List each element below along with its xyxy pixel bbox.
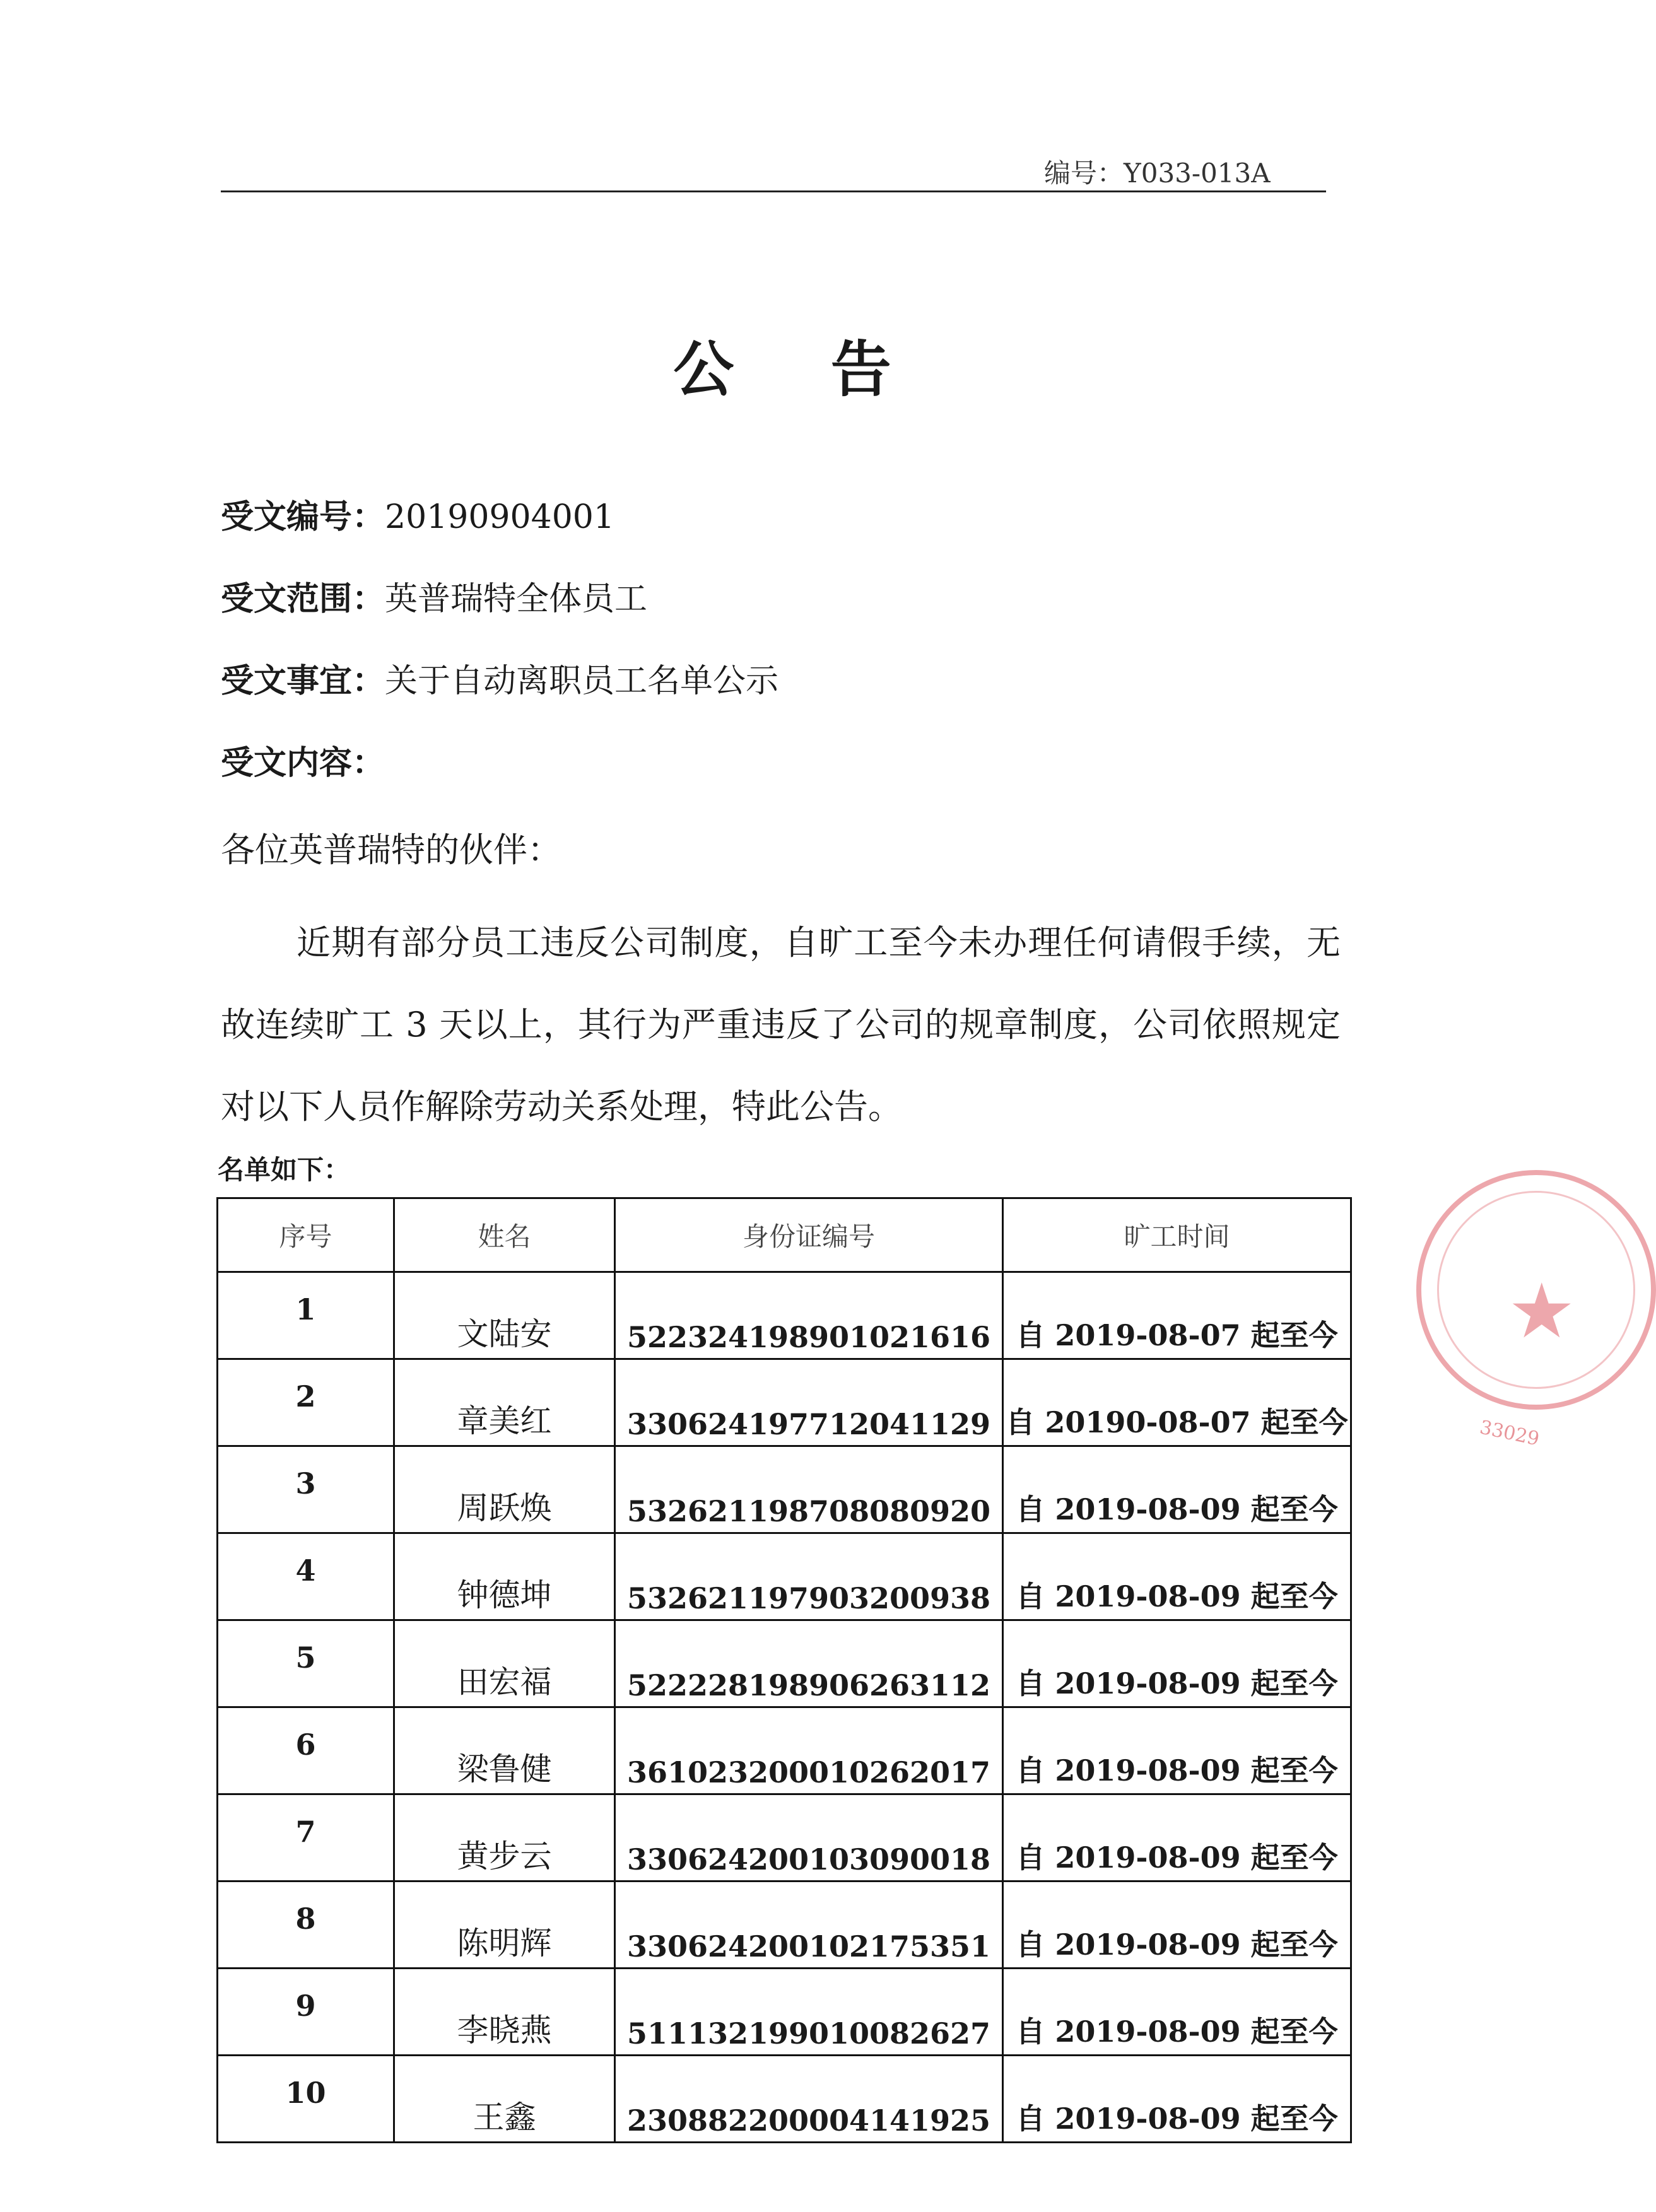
row-index: 8: [218, 1881, 394, 1969]
seal-code: 33029: [1477, 1416, 1542, 1451]
document-number: 编号：Y033-013A: [1044, 158, 1271, 189]
row-id-number: 330624200103090018: [615, 1794, 1003, 1881]
row-name: 梁鲁健: [394, 1707, 615, 1794]
table-row: [218, 1620, 1351, 1707]
row-name: 田宏福: [394, 1620, 615, 1707]
field-scope: [221, 574, 647, 624]
row-absence-time: 自 2019-08-09 起至今: [1003, 1794, 1351, 1881]
field-subject-value: 关于自动离职员工名单公示: [385, 662, 779, 700]
list-label: 名单如下：: [218, 1154, 351, 1185]
body-paragraph: 近期有部分员工违反公司制度，自旷工至今未办理任何请假手续，无故连续旷工 3 天以上，其行为严重违反了公司的规章制度，公司依照规定对以下人员作解除劳动关系处理，特此公告。: [221, 923, 1341, 1126]
row-name: 李晓燕: [394, 1969, 615, 2056]
page-title: 公 告: [673, 334, 929, 405]
table-row: [218, 1969, 1351, 2056]
row-id-number: 522324198901021616: [615, 1272, 1003, 1359]
row-name: 周跃焕: [394, 1446, 615, 1533]
row-name: 黄步云: [394, 1794, 615, 1881]
row-absence-time: 自 2019-08-09 起至今: [1003, 1707, 1351, 1794]
field-number-value: 20190904001: [385, 498, 614, 536]
field-subject: [221, 656, 778, 706]
row-absence-time: 自 2019-08-09 起至今: [1003, 1969, 1351, 2056]
header-name: 姓名: [394, 1198, 615, 1272]
field-subject-label: 受文事宜：: [221, 662, 385, 700]
field-scope-label: 受文范围：: [221, 580, 385, 618]
table-row: [218, 1707, 1351, 1794]
row-id-number: 532621197903200938: [615, 1533, 1003, 1620]
table-row: [218, 1359, 1351, 1446]
table-header-row: [218, 1198, 1351, 1272]
row-id-number: 330624200102175351: [615, 1881, 1003, 1969]
row-name: 陈明辉: [394, 1881, 615, 1969]
greeting: 各位英普瑞特的伙伴：: [221, 830, 561, 870]
row-id-number: 522228198906263112: [615, 1620, 1003, 1707]
row-index: 3: [218, 1446, 394, 1533]
row-index: 7: [218, 1794, 394, 1881]
table-row: [218, 1533, 1351, 1620]
row-absence-time: 自 2019-08-09 起至今: [1003, 1446, 1351, 1533]
table-row: [218, 1794, 1351, 1881]
row-index: 9: [218, 1969, 394, 2056]
header-divider: [221, 190, 1326, 192]
header-index: 序号: [218, 1198, 394, 1272]
row-id-number: 230882200004141925: [615, 2056, 1003, 2143]
row-index: 6: [218, 1707, 394, 1794]
row-name: 钟德坤: [394, 1533, 615, 1620]
table-row: [218, 1446, 1351, 1533]
row-name: 文陆安: [394, 1272, 615, 1359]
row-absence-time: 自 2019-08-09 起至今: [1003, 1533, 1351, 1620]
row-id-number: 511132199010082627: [615, 1969, 1003, 2056]
row-name: 章美红: [394, 1359, 615, 1446]
row-absence-time: 自 2019-08-09 起至今: [1003, 2056, 1351, 2143]
field-content: [221, 738, 385, 788]
row-name: 王鑫: [394, 2056, 615, 2143]
row-absence-time: 自 20190-08-07 起至今: [1003, 1359, 1351, 1446]
table-row: [218, 1881, 1351, 1969]
field-content-label: 受文内容：: [221, 744, 385, 782]
field-number-label: 受文编号：: [221, 498, 385, 536]
field-number: [221, 492, 614, 542]
row-index: 1: [218, 1272, 394, 1359]
row-index: 5: [218, 1620, 394, 1707]
row-id-number: 361023200010262017: [615, 1707, 1003, 1794]
table-row: [218, 2056, 1351, 2143]
field-scope-value: 英普瑞特全体员工: [385, 580, 648, 618]
row-absence-time: 自 2019-08-09 起至今: [1003, 1620, 1351, 1707]
header-absence-time: 旷工时间: [1003, 1198, 1351, 1272]
row-absence-time: 自 2019-08-07 起至今: [1003, 1272, 1351, 1359]
row-id-number: 532621198708080920: [615, 1446, 1003, 1533]
header-id-number: 身份证编号: [615, 1198, 1003, 1272]
seal-star-icon: ★: [1508, 1268, 1576, 1355]
row-index: 4: [218, 1533, 394, 1620]
row-index: 10: [218, 2056, 394, 2143]
roster-table: [216, 1197, 1352, 2143]
table-row: [218, 1272, 1351, 1359]
row-index: 2: [218, 1359, 394, 1446]
row-absence-time: 自 2019-08-09 起至今: [1003, 1881, 1351, 1969]
row-id-number: 330624197712041129: [615, 1359, 1003, 1446]
